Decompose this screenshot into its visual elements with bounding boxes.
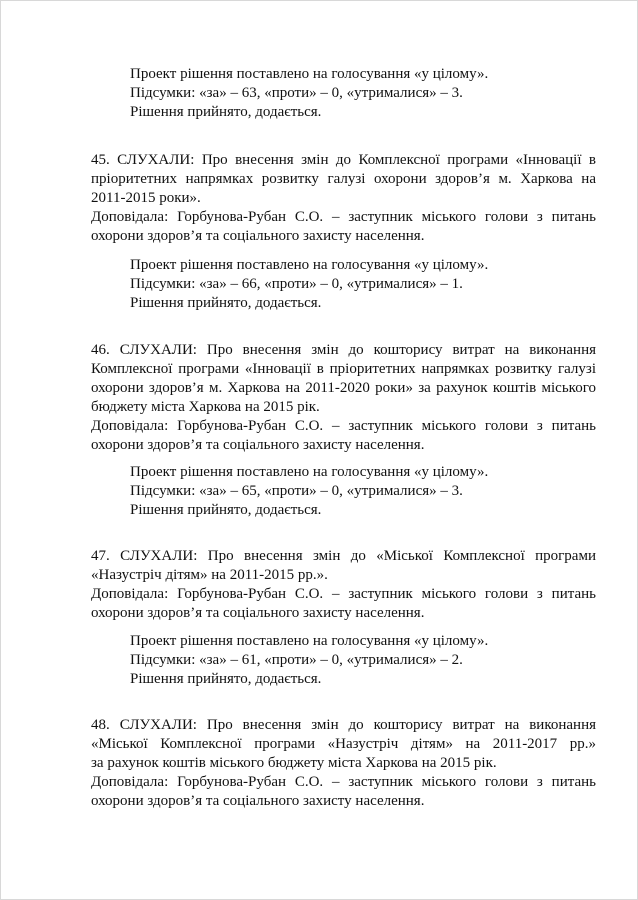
vote-project-line: Проект рішення поставлено на голосування «у цілому». — [130, 464, 489, 480]
vote-decision-line: Рішення прийнято, додається. — [130, 671, 322, 687]
speaker-line: Доповідала: Горбунова-Рубан С.О. – заступник міського голови з питань — [91, 418, 596, 434]
vote-block-45 — [130, 256, 600, 313]
agenda-item-45 — [91, 151, 596, 246]
item-text-line: 46. СЛУХАЛИ: Про внесення змін до кошторису витрат на виконання — [91, 342, 596, 358]
vote-block-46 — [130, 463, 600, 520]
speaker-line: Доповідала: Горбунова-Рубан С.О. – заступник міського голови з питань — [91, 774, 596, 790]
speaker-line: охорони здоров’я та соціального захисту населення. — [91, 793, 425, 809]
vote-results-line: Підсумки: «за» – 65, «проти» – 0, «утрималися» – 3. — [130, 483, 463, 499]
vote-decision-line: Рішення прийнято, додається. — [130, 295, 322, 311]
vote-results-line: Підсумки: «за» – 63, «проти» – 0, «утрималися» – 3. — [130, 85, 463, 101]
speaker-line: Доповідала: Горбунова-Рубан С.О. – заступник міського голови з питань — [91, 586, 596, 602]
item-text-line: «Міської Комплексної програми «Назустріч дітям» на 2011-2017 рр.» — [91, 736, 596, 752]
speaker-line: охорони здоров’я та соціального захисту населення. — [91, 228, 425, 244]
vote-block-44 — [130, 65, 600, 122]
speaker-line: Доповідала: Горбунова-Рубан С.О. – заступник міського голови з питань — [91, 209, 596, 225]
item-text-line: охорони здоров’я м. Харкова на 2011-2020 роки» за рахунок коштів міського — [91, 380, 596, 396]
item-text-line: 48. СЛУХАЛИ: Про внесення змін до кошторису витрат на виконання — [91, 717, 596, 733]
vote-project-line: Проект рішення поставлено на голосування «у цілому». — [130, 257, 489, 273]
speaker-line: охорони здоров’я та соціального захисту населення. — [91, 605, 425, 621]
agenda-item-48 — [91, 716, 596, 811]
item-text-line: за рахунок коштів міського бюджету міста Харкова на 2015 рік. — [91, 755, 497, 771]
item-text-line: «Назустріч дітям» на 2011-2015 рр.». — [91, 567, 328, 583]
vote-results-line: Підсумки: «за» – 61, «проти» – 0, «утрималися» – 2. — [130, 652, 463, 668]
item-text-line: 2011-2015 роки». — [91, 190, 201, 206]
vote-project-line: Проект рішення поставлено на голосування «у цілому». — [130, 66, 489, 82]
item-text-line: 45. СЛУХАЛИ: Про внесення змін до Комплексної програми «Інновації в — [91, 152, 596, 168]
speaker-line: охорони здоров’я та соціального захисту населення. — [91, 437, 425, 453]
item-text-line: бюджету міста Харкова на 2015 рік. — [91, 399, 320, 415]
vote-block-47 — [130, 632, 600, 689]
item-text-line: пріоритетних напрямках розвитку галузі охорони здоров’я м. Харкова на — [91, 171, 596, 187]
item-text-line: 47. СЛУХАЛИ: Про внесення змін до «Міської Комплексної програми — [91, 548, 596, 564]
item-text-line: Комплексної програми «Інновації в пріоритетних напрямках розвитку галузі — [91, 361, 596, 377]
vote-results-line: Підсумки: «за» – 66, «проти» – 0, «утрималися» – 1. — [130, 276, 463, 292]
vote-decision-line: Рішення прийнято, додається. — [130, 104, 322, 120]
agenda-item-46 — [91, 341, 596, 455]
agenda-item-47 — [91, 547, 596, 623]
vote-decision-line: Рішення прийнято, додається. — [130, 502, 322, 518]
vote-project-line: Проект рішення поставлено на голосування «у цілому». — [130, 633, 489, 649]
